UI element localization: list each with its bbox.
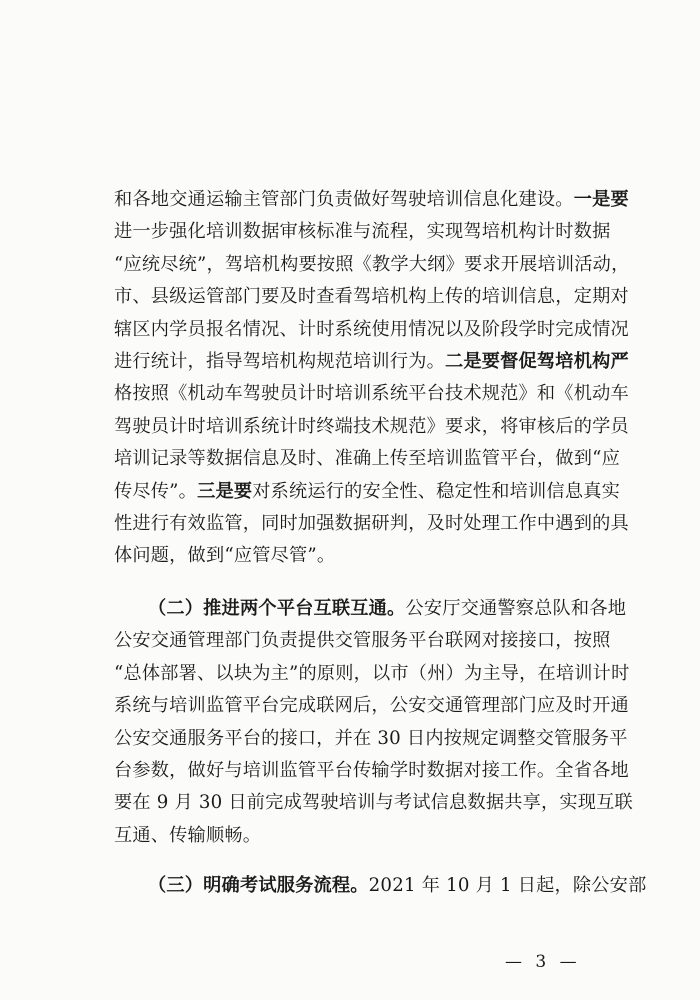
section-heading: （三）明确考试服务流程。	[148, 875, 369, 896]
text-run: 对系统运行的安全性、稳定性和培训信息真实	[252, 480, 620, 502]
text-line: 互通、传输顺畅。	[114, 824, 262, 846]
text-line: “应统尽统”，驾培机构要按照《教学大纲》要求开展培训活动，	[114, 253, 630, 275]
text-line: 培训记录等数据信息及时、准确上传至培训监管平台，做到“应	[114, 448, 620, 470]
text-line: 格按照《机动车驾驶员计时培训系统平台技术规范》和《机动车	[114, 383, 629, 405]
text-line	[114, 476, 620, 508]
text-line: 要在 9 月 30 日前完成驾驶培训与考试信息数据共享，实现互联	[114, 792, 633, 814]
text-run: 传尽传”。	[114, 480, 198, 502]
text-line	[114, 870, 647, 902]
text-line: 台参数，做好与培训监管平台传输学时数据对接工作。全省各地	[114, 759, 629, 781]
text-line	[114, 593, 627, 625]
text-line: 进一步强化培训数据审核标准与流程，实现驾培机构计时数据	[114, 221, 611, 243]
paragraph-1	[114, 184, 630, 573]
text-line: 公安交通管理部门负责提供交管服务平台联网对接接口，按照	[114, 630, 611, 652]
text-run: 公安厅交通警察总队和各地	[405, 598, 627, 619]
bold-run: 二是要督促驾培机构严	[444, 350, 629, 372]
text-run: 2021 年 10 月 1 日起，除公安部	[368, 875, 647, 896]
paragraph-3	[114, 870, 647, 902]
text-line: 系统与培训监管平台完成联网后，公安交通管理部门应及时开通	[114, 695, 629, 717]
text-line	[114, 184, 629, 216]
section-heading: （二）推进两个平台互联互通。	[148, 598, 406, 619]
text-line: 辖区内学员报名情况、计时系统使用情况以及阶段学时完成情况	[114, 318, 629, 340]
bold-run: 一是要	[573, 189, 629, 210]
paragraph-2	[114, 593, 633, 852]
text-run: 和各地交通运输主管部门负责做好驾驶培训信息化建设。	[114, 189, 574, 210]
text-line	[114, 346, 629, 378]
text-line: “总体部署、以块为主”的原则，以市（州）为主导，在培训计时	[114, 662, 630, 684]
text-line: 性进行有效监管，同时加强数据研判，及时处理工作中遇到的具	[114, 512, 629, 534]
text-run: 进行统计，指导驾培机构规范培训行为。	[114, 350, 445, 372]
text-line: 公安交通服务平台的接口，并在 30 日内按规定调整交管服务平	[114, 727, 628, 749]
page-number: — 3 —	[505, 952, 581, 972]
text-line: 驾驶员计时培训系统计时终端技术规范》要求，将审核后的学员	[114, 415, 629, 437]
text-line: 体问题，做到“应管尽管”。	[114, 545, 336, 567]
text-line: 市、县级运管部门要及时查看驾培机构上传的培训信息，定期对	[114, 286, 629, 308]
bold-run: 三是要	[197, 480, 253, 502]
